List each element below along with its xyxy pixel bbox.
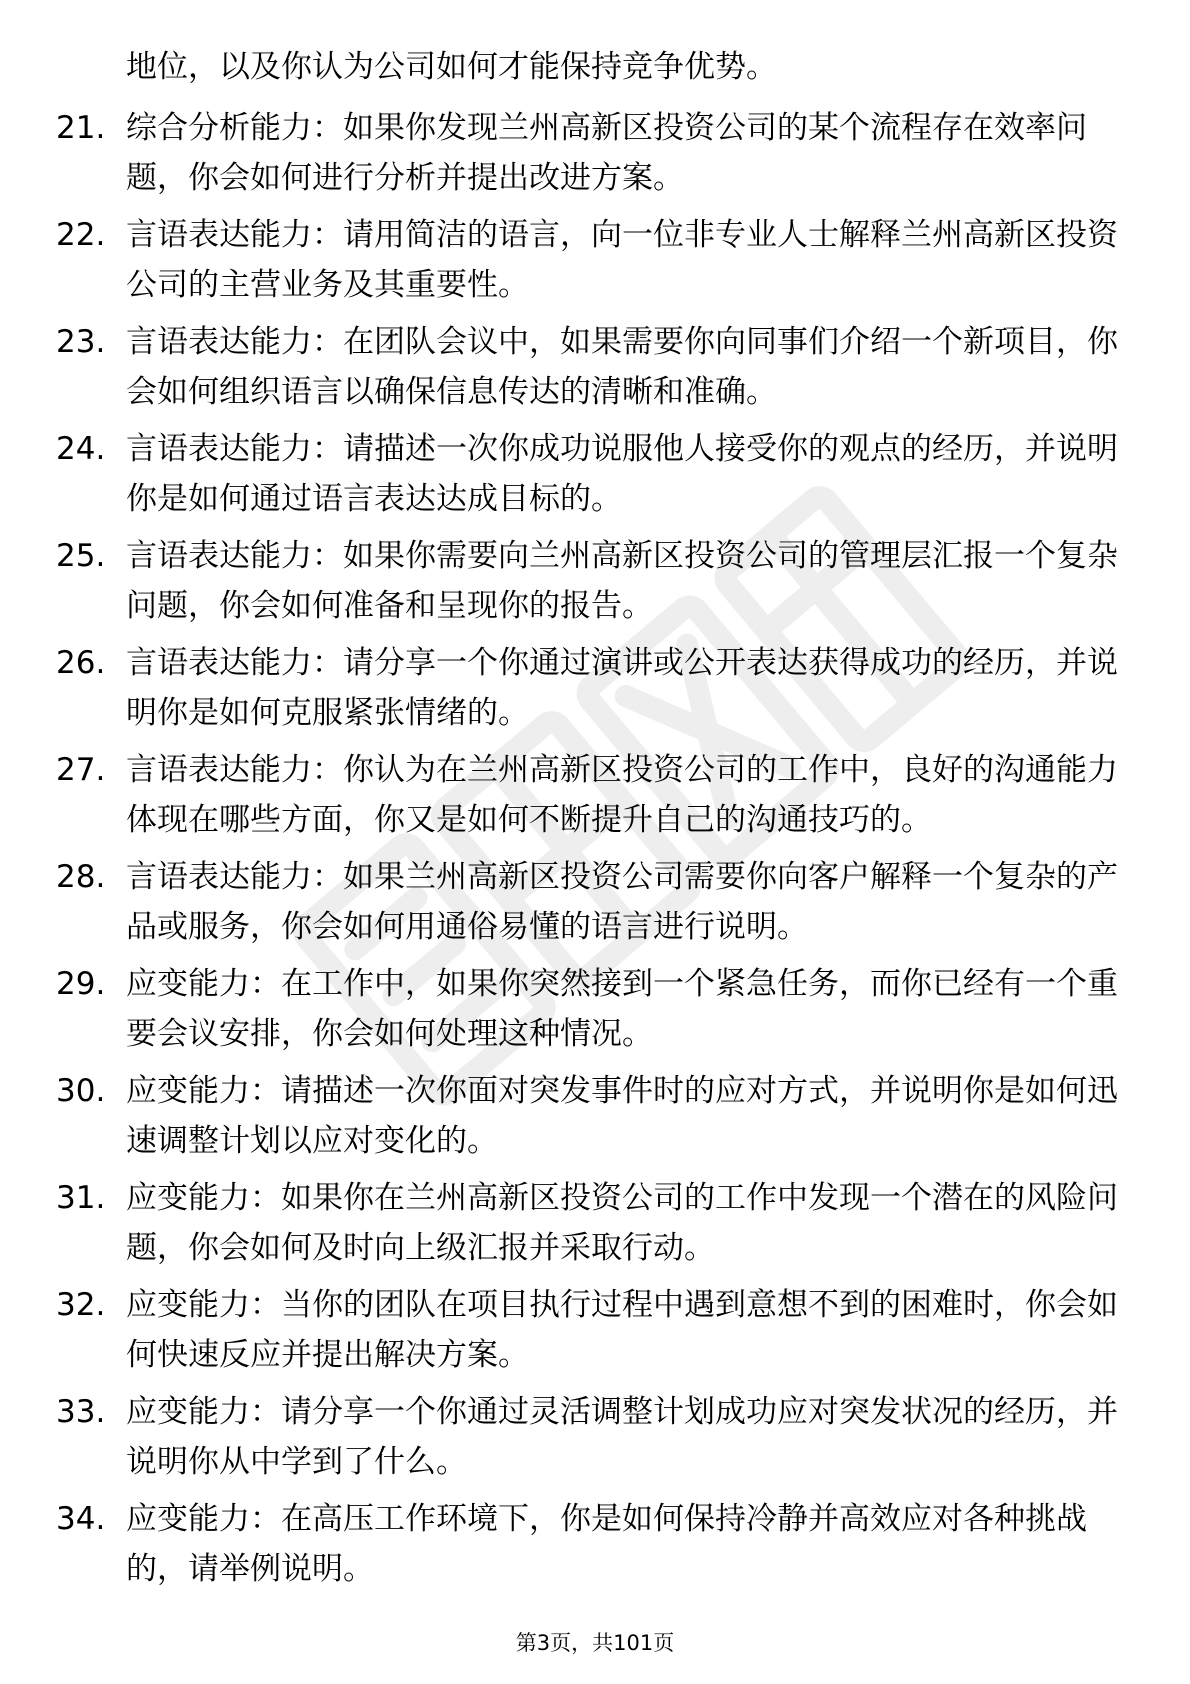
list-item [0,1280,1190,1380]
question-text: 综合分析能力：如果你发现兰州高新区投资公司的某个流程存在效率问题，你会如何进行分析并提出改进方案。 [126,110,1087,196]
list-item [0,852,1190,952]
list-item [0,210,1190,310]
question-text: 应变能力：在高压工作环境下，你是如何保持冷静并高效应对各种挑战的，请举例说明。 [126,1501,1087,1587]
question-text: 应变能力：在工作中，如果你突然接到一个紧急任务，而你已经有一个重要会议安排，你会如何处理这种情况。 [126,966,1118,1052]
list-item [0,638,1190,738]
question-text: 应变能力：当你的团队在项目执行过程中遇到意想不到的困难时，你会如何快速反应并提出解决方案。 [126,1287,1118,1373]
list-item [0,1494,1190,1594]
question-number: 24. [56,431,106,467]
question-text: 言语表达能力：如果你需要向兰州高新区投资公司的管理层汇报一个复杂问题，你会如何准备和呈现你的报告。 [126,538,1118,624]
question-number: 33. [56,1394,106,1430]
page-footer: 第3页，共101页 [515,1631,675,1655]
question-number: 32. [56,1287,106,1323]
question-text: 言语表达能力：请分享一个你通过演讲或公开表达获得成功的经历，并说明你是如何克服紧张情绪的。 [126,645,1118,731]
question-text: 应变能力：请描述一次你面对突发事件时的应对方式，并说明你是如何迅速调整计划以应对变化的。 [126,1073,1118,1159]
list-item [0,103,1190,203]
question-text: 言语表达能力：你认为在兰州高新区投资公司的工作中，良好的沟通能力体现在哪些方面，你又是如何不断提升自己的沟通技巧的。 [126,752,1118,838]
question-text: 应变能力：如果你在兰州高新区投资公司的工作中发现一个潜在的风险问题，你会如何及时向上级汇报并采取行动。 [126,1180,1118,1266]
question-number: 26. [56,645,106,681]
question-text: 言语表达能力：如果兰州高新区投资公司需要你向客户解释一个复杂的产品或服务，你会如何用通俗易懂的语言进行说明。 [126,859,1118,945]
continued-question-text: 地位，以及你认为公司如何才能保持竞争优势。 [126,49,777,85]
list-item [0,745,1190,845]
list-item [0,424,1190,524]
question-number: 29. [56,966,106,1002]
question-text: 言语表达能力：在团队会议中，如果需要你向同事们介绍一个新项目，你会如何组织语言以确保信息传达的清晰和准确。 [126,324,1118,410]
question-number: 22. [56,217,106,253]
question-number: 21. [56,110,106,146]
question-list [0,103,1190,1601]
list-item [0,1173,1190,1273]
question-number: 27. [56,752,106,788]
question-number: 23. [56,324,106,360]
question-number: 30. [56,1073,106,1109]
question-text: 言语表达能力：请用简洁的语言，向一位非专业人士解释兰州高新区投资公司的主营业务及其重要性。 [126,217,1118,303]
list-item [0,1387,1190,1487]
question-number: 34. [56,1501,106,1537]
list-item [0,1066,1190,1166]
list-item [0,531,1190,631]
list-item [0,959,1190,1059]
question-number: 25. [56,538,106,574]
question-text: 应变能力：请分享一个你通过灵活调整计划成功应对突发状况的经历，并说明你从中学到了什么。 [126,1394,1118,1480]
list-item [0,317,1190,417]
question-number: 28. [56,859,106,895]
question-number: 31. [56,1180,106,1216]
question-text: 言语表达能力：请描述一次你成功说服他人接受你的观点的经历，并说明你是如何通过语言表达达成目标的。 [126,431,1118,517]
